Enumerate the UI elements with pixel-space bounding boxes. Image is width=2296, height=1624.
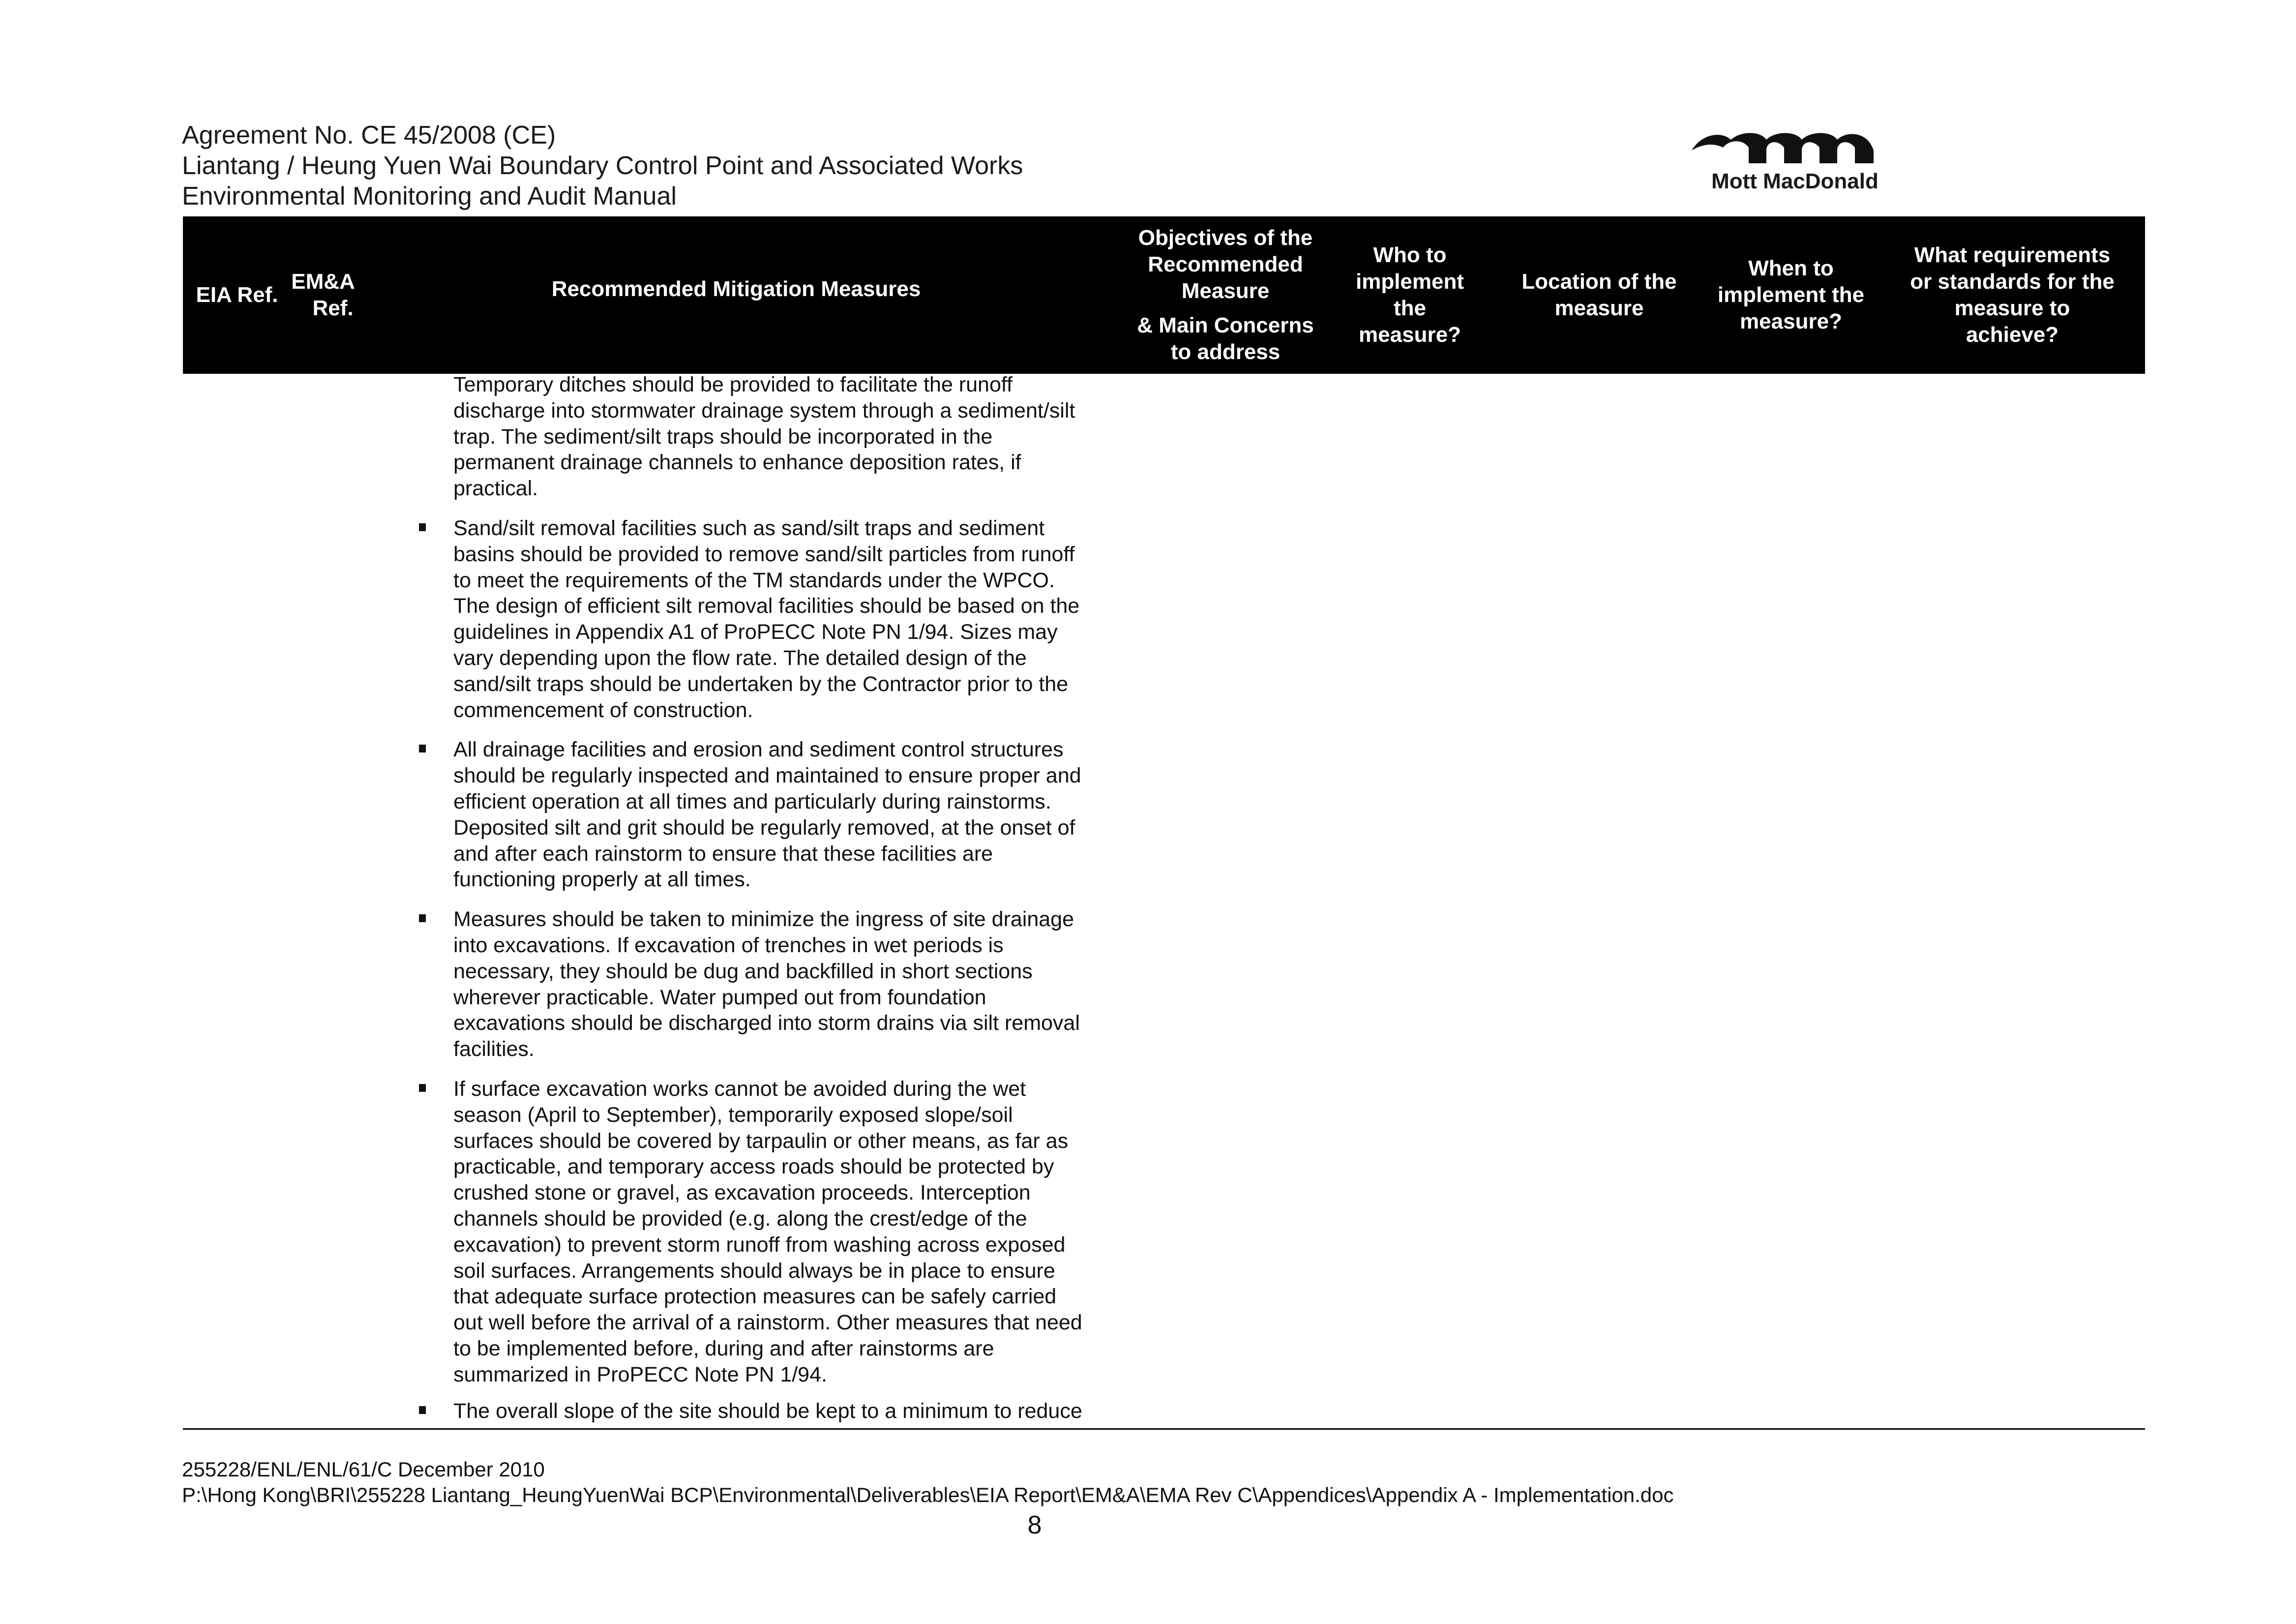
logo-text: Mott MacDonald <box>1711 169 1879 193</box>
mott-macdonald-logo-icon <box>1682 120 1908 169</box>
col-who-to-implement: Who to implement the measure? <box>1355 243 1464 347</box>
document-reference: 255228/ENL/ENL/61/C December 2010 <box>182 1458 545 1481</box>
col-when-to-implement: When to implement the measure? <box>1717 256 1865 333</box>
document-header <box>182 120 1362 211</box>
col-recommended-measures: Recommended Mitigation Measures <box>551 277 921 301</box>
col-ema-ref: EM&A Ref. <box>291 270 355 320</box>
bullet-item-excavation-ingress: Measures should be taken to minimize the ingress of site drainage into excavations. If excavation of trenches in wet periods is necessary, they should be dug and backfilled in short sections wherever practicable. Water pumped out from foundation excavations should be discharged into storm drains via silt removal facilities. <box>453 906 1132 1062</box>
bullet-item-drainage-inspection: All drainage facilities and erosion and sediment control structures should be regularly inspected and maintained to ensure proper and efficient operation at all times and particularly during rainstorms. Deposited silt and grit should be regularly removed, at the onset of and after each rainstorm to ensure that these facilities are functioning properly at all times. <box>453 737 1132 893</box>
mitigation-measures-text <box>453 372 1132 1424</box>
agreement-number: Agreement No. CE 45/2008 (CE) <box>182 121 556 150</box>
bullet-icon <box>419 523 426 531</box>
table-header <box>183 216 2145 374</box>
col-objectives: Objectives of the Recommended Measure & Main Concerns to address <box>1137 226 1314 364</box>
col-requirements: What requirements or standards for the measure to achieve? <box>1910 243 2115 347</box>
bullet-item-site-slope: The overall slope of the site should be kept to a minimum to reduce <box>453 1398 1132 1424</box>
bullet-item-wet-season-works: If surface excavation works cannot be avoided during the wet season (April to September), temporarily exposed slope/soil surfaces should be covered by tarpaulin or other means, as far as practicable, and temporary access roads should be protected by crushed stone or gravel, as excavation proceeds. Interception channels should be provided (e.g. along the crest/edge of the excavation) to prevent storm runoff from washing across exposed soil surfaces. Arrangements should always be in place to ensure that adequate surface protection measures can be safely carried out well before the arrival of a rainstorm. Other measures that need to be implemented before, during and after rainstorms are summarized in ProPECC Note PN 1/94. <box>453 1076 1132 1388</box>
col-eia-ref: EIA Ref. <box>196 283 278 307</box>
bullet-icon <box>419 1084 426 1092</box>
bullet-icon <box>419 745 426 752</box>
col-location: Location of the measure <box>1521 270 1677 320</box>
bullet-icon <box>419 1406 426 1414</box>
bullet-item-sand-silt-removal: Sand/silt removal facilities such as sand/silt traps and sediment basins should be provided to remove sand/silt particles from runoff to meet the requirements of the TM standards under the WPCO. The design of efficient silt removal facilities should be based on the guidelines in Appendix A1 of ProPECC Note PN 1/94. Sizes may vary depending upon the flow rate. The detailed design of the sand/silt traps should be undertaken by the Contractor prior to the commencement of construction. <box>453 515 1132 723</box>
project-title: Liantang / Heung Yuen Wai Boundary Control Point and Associated Works <box>182 151 1023 180</box>
page-number: 8 <box>1027 1511 1042 1539</box>
file-path: P:\Hong Kong\BRI\255228 Liantang_HeungYuenWai BCP\Environmental\Deliverables\EIA Report\EM&A\EMA Rev C\Appendices\Appendix A - Implementation.doc <box>182 1483 1674 1506</box>
bullet-icon <box>419 914 426 922</box>
footer-divider <box>183 1428 2145 1430</box>
manual-title: Environmental Monitoring and Audit Manual <box>182 182 677 211</box>
intro-paragraph: Temporary ditches should be provided to facilitate the runoff discharge into stormwater drainage system through a sediment/silt trap. The sediment/silt traps should be incorporated in the permanent drainage channels to enhance deposition rates, if practical. <box>453 373 1075 501</box>
company-logo <box>1682 120 1908 194</box>
